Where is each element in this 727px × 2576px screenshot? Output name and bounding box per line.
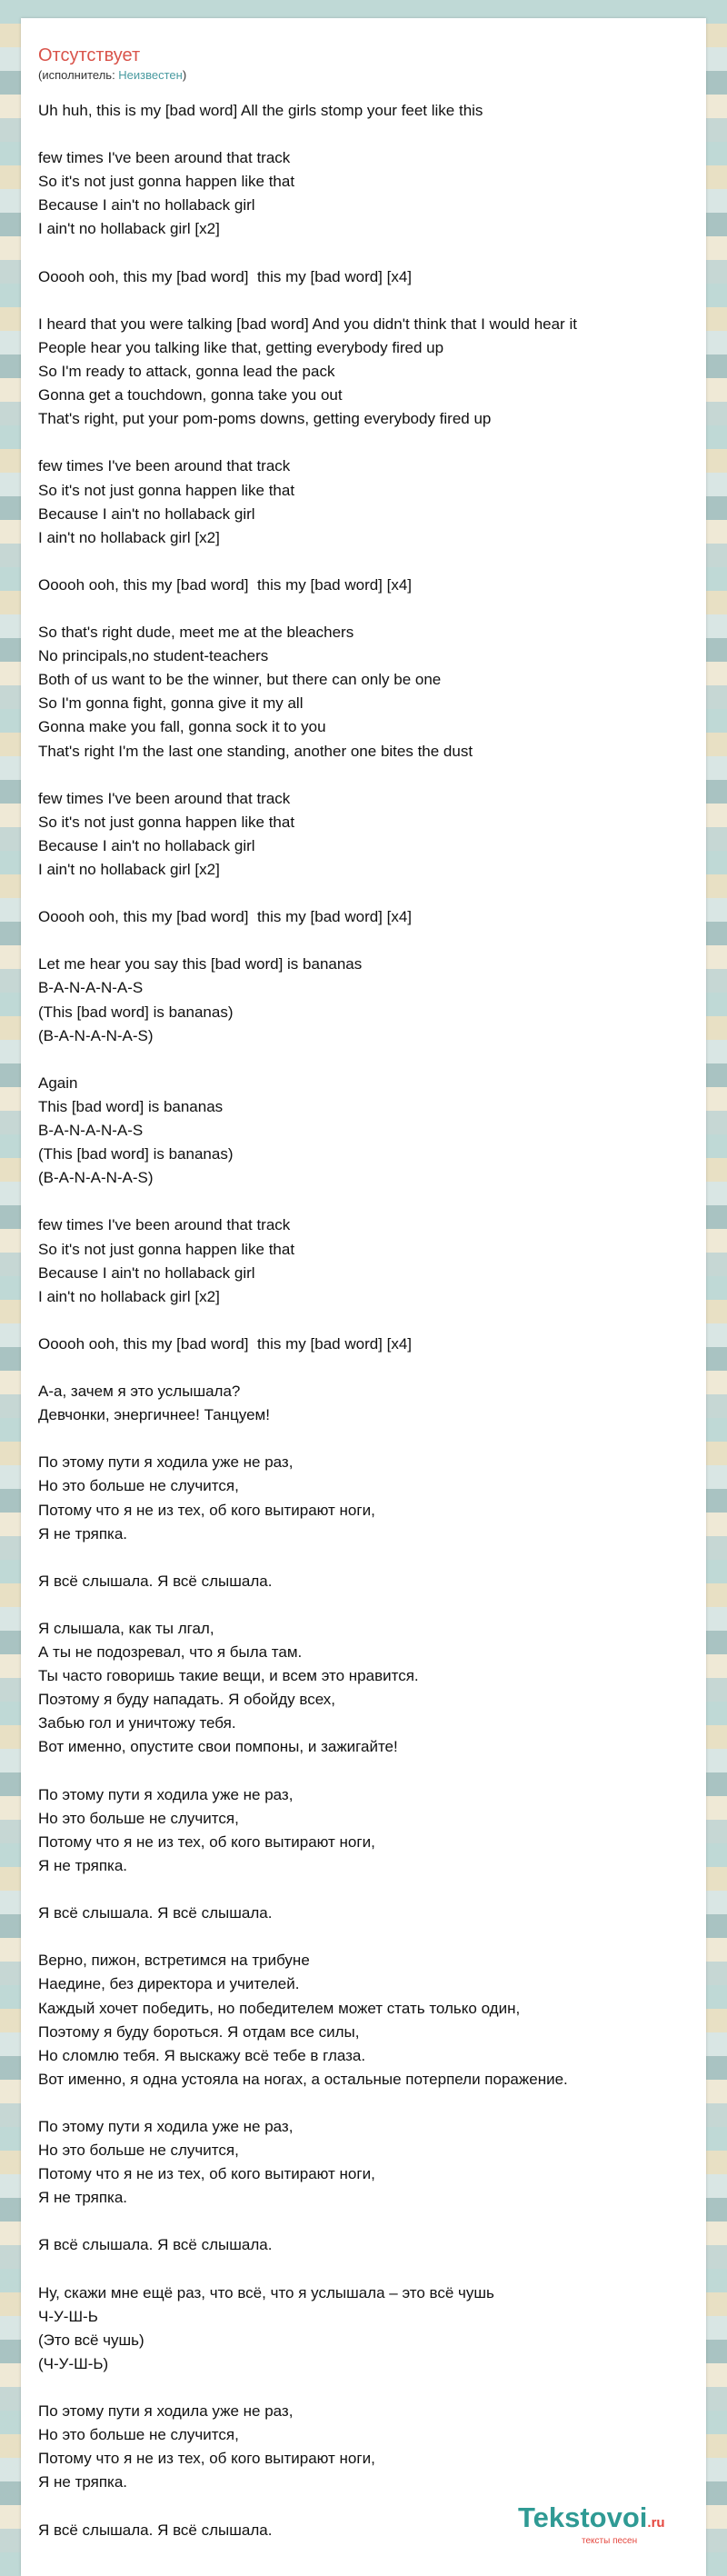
- lyrics-page: [21, 18, 706, 2576]
- lyrics-text: Uh huh, this is my [bad word] All the girls stomp your feet like this few times I've been around that track So it's not just gonna happen like that Because I ain't no hollaback girl I ain't no hollaback girl [x2] Ooooh ooh, this my [bad word] this my [bad word] [x4] I heard that you were talking [bad word] And you didn't think that I would hear it People hear you talking like that, getting everybody fired up So I'm ready to attack, gonna lead the pack Gonna get a touchdown, gonna take you out That's right, put your pom-poms downs, getting everybody fired up few times I've been around that track So it's not just gonna happen like that Because I ain't no hollaback girl I ain't no hollaback girl [x2] Ooooh ooh, this my [bad word] this my [bad word] [x4] So that's right dude, meet me at the bleachers No principals,no student-teachers Both of us want to be the winner, but there can only be one So I'm gonna fight, gonna give it my all Gonna make you fall, gonna sock it to you That's right I'm the last one standing, another one bites the dust few times I've been around that track So it's not just gonna happen like that Because I ain't no hollaback girl I ain't no hollaback girl [x2] Ooooh ooh, this my [bad word] this my [bad word] [x4] Let me hear you say this [bad word] is bananas B-A-N-A-N-A-S (This [bad word] is bananas) (B-A-N-A-N-A-S) Again This [bad word] is bananas B-A-N-A-N-A-S (This [bad word] is bananas) (B-A-N-A-N-A-S) few times I've been around that track So it's not just gonna happen like that Because I ain't no hollaback girl I ain't no hollaback girl [x2] Ooooh ooh, this my [bad word] this my [bad word] [x4] А-а, зачем я это услышала? Девчонки, энергичнее! Танцуем! По этому пути я ходила уже не раз, Но это больше не случится, Потому что я не из тех, об кого вытирают ноги, Я не тряпка. Я всё слышала. Я всё слышала. Я слышала, как ты лгал, А ты не подозревал, что я была там. Ты часто говоришь такие вещи, и всем это нравится. Поэтому я буду нападать. Я обойду всех, Забью гол и уничтожу тебя. Вот именно, опустите свои помпоны, и зажигайте! По этому пути я ходила уже не раз, Но это больше не случится, Потому что я не из тех, об кого вытирают ноги, Я не тряпка. Я всё слышала. Я всё слышала. Верно, пижон, встретимся на трибуне Наедине, без директора и учителей. Каждый хочет победить, но победителем может стать только один, Поэтому я буду бороться. Я отдам все силы, Но сломлю тебя. Я выскажу всё тебе в глаза. Вот именно, я одна устояла на ногах, а остальные потерпели поражение. По этому пути я ходила уже не раз, Но это больше не случится, Потому что я не из тех, об кого вытирают ноги, Я не тряпка. Я всё слышала. Я всё слышала. Ну, скажи мне ещё раз, что всё, что я услышала – это всё чушь Ч-У-Ш-Ь (Это всё чушь) (Ч-У-Ш-Ь) По этому пути я ходила уже не раз, Но это больше не случится, Потому что я не из тех, об кого вытирают ноги, Я не тряпка. Я всё слышала. Я всё слышала.: [38, 102, 577, 2539]
- artist-link[interactable]: Неизвестен: [118, 68, 183, 82]
- site-logo[interactable]: [518, 2501, 709, 2556]
- artist-suffix: ): [182, 68, 187, 82]
- logo-tagline: тексты песен: [582, 2536, 638, 2546]
- artist-prefix: (исполнитель:: [38, 68, 119, 82]
- song-title: Отсутствует: [38, 45, 141, 65]
- logo-wordmark: [518, 2501, 665, 2534]
- artist-line: [38, 67, 706, 83]
- logo-domain: .ru: [647, 2515, 665, 2531]
- logo-name: Tekstovoi: [518, 2501, 648, 2533]
